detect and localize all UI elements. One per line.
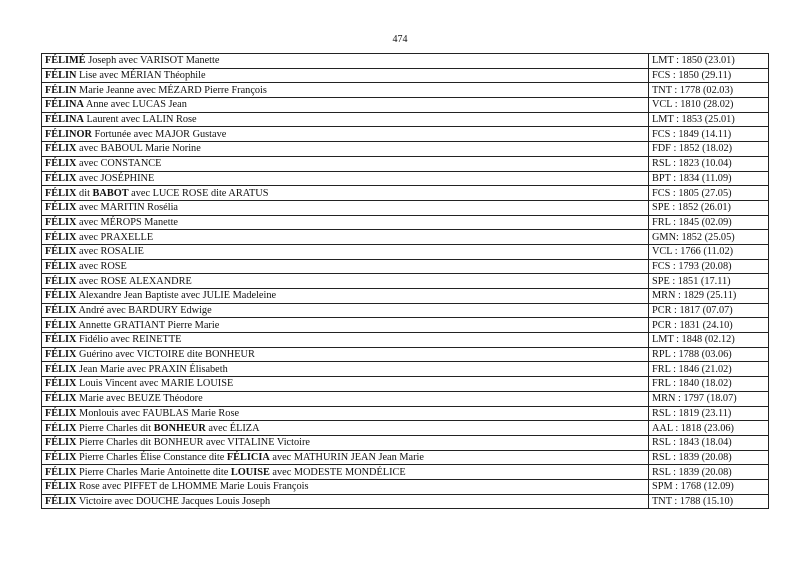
entry-names-cell — [42, 391, 649, 406]
table-row — [42, 391, 769, 406]
bold-surname: FÉLIX — [45, 437, 77, 449]
entry-reference-cell: FCS : 1849 (14.11) — [649, 127, 769, 142]
entry-text: avec MODESTE MONDÉLICE — [269, 466, 406, 478]
bold-surname: FÉLIX — [45, 172, 77, 184]
bold-surname: FÉLIX — [45, 187, 77, 199]
entry-reference-cell: FRL : 1845 (02.09) — [649, 215, 769, 230]
table-row — [42, 333, 769, 348]
bold-surname: FÉLIX — [45, 393, 77, 405]
table-row — [42, 494, 769, 509]
bold-surname: FÉLIX — [45, 407, 77, 419]
entry-text: avec BABOUL Marie Norine — [76, 143, 201, 155]
entry-text: Lise avec MÉRIAN Théophile — [76, 70, 206, 82]
entry-text: Joseph avec VARISOT Manette — [85, 55, 220, 67]
entry-names-cell — [42, 318, 649, 333]
entry-reference-cell: BPT : 1834 (11.09) — [649, 171, 769, 186]
entry-text: Marie Jeanne avec MÉZARD Pierre François — [76, 84, 267, 96]
register-body — [42, 54, 769, 509]
entry-text: Guérino avec VICTOIRE dite BONHEUR — [76, 349, 255, 361]
bold-surname: LOUISE — [230, 466, 270, 478]
entry-text: Fidélio avec REINETTE — [76, 334, 182, 346]
entry-names-cell — [42, 377, 649, 392]
entry-names-cell — [42, 54, 649, 69]
entry-text: Laurent avec LALIN Rose — [83, 114, 197, 126]
entry-names-cell — [42, 68, 649, 83]
table-row — [42, 406, 769, 421]
entry-reference-cell: RSL : 1823 (10.04) — [649, 156, 769, 171]
table-row — [42, 244, 769, 259]
entry-text: avec MATHURIN JEAN Jean Marie — [269, 451, 424, 463]
bold-surname: FÉLIX — [45, 451, 77, 463]
entry-names-cell — [42, 259, 649, 274]
bold-surname: FÉLIX — [45, 349, 77, 361]
entry-names-cell — [42, 215, 649, 230]
entry-names-cell — [42, 362, 649, 377]
bold-surname: FÉLIX — [45, 378, 77, 390]
entry-names-cell — [42, 347, 649, 362]
table-row — [42, 465, 769, 480]
entry-reference-cell: PCR : 1831 (24.10) — [649, 318, 769, 333]
table-row — [42, 171, 769, 186]
entry-text: Alexandre Jean Baptiste avec JULIE Madeleine — [76, 290, 277, 302]
entry-text: André avec BARDURY Edwige — [76, 305, 212, 317]
entry-names-cell — [42, 142, 649, 157]
table-row — [42, 450, 769, 465]
bold-surname: BONHEUR — [153, 422, 206, 434]
bold-surname: FÉLICIA — [226, 451, 270, 463]
entry-text: Rose avec PIFFET de LHOMME Marie Louis François — [76, 481, 309, 493]
entry-text: Victoire avec DOUCHE Jacques Louis Joseph — [76, 495, 271, 507]
table-row — [42, 54, 769, 69]
bold-surname: FÉLIX — [45, 158, 77, 170]
entry-names-cell — [42, 112, 649, 127]
table-row — [42, 68, 769, 83]
bold-surname: FÉLINOR — [45, 128, 92, 140]
entry-text: Anne avec LUCAS Jean — [83, 99, 187, 111]
entry-names-cell — [42, 200, 649, 215]
entry-text: avec MARITIN Rosélia — [76, 202, 178, 214]
entry-reference-cell: FDF : 1852 (18.02) — [649, 142, 769, 157]
entry-text: avec PRAXELLE — [76, 231, 154, 243]
entry-names-cell — [42, 494, 649, 509]
bold-surname: FÉLIX — [45, 334, 77, 346]
entry-text: Pierre Charles dit — [76, 422, 154, 434]
table-row — [42, 230, 769, 245]
table-row — [42, 112, 769, 127]
table-row — [42, 289, 769, 304]
entry-text: Monlouis avec FAUBLAS Marie Rose — [76, 407, 240, 419]
entry-text: avec ROSE ALEXANDRE — [76, 275, 192, 287]
entry-names-cell — [42, 83, 649, 98]
entry-text: avec ÉLIZA — [205, 422, 260, 434]
table-row — [42, 98, 769, 113]
entry-names-cell — [42, 303, 649, 318]
entry-reference-cell: VCL : 1810 (28.02) — [649, 98, 769, 113]
entry-text: avec ROSE — [76, 260, 127, 272]
table-row — [42, 377, 769, 392]
entry-text: Jean Marie avec PRAXIN Élisabeth — [76, 363, 228, 375]
table-row — [42, 186, 769, 201]
bold-surname: FÉLIX — [45, 290, 77, 302]
table-row — [42, 421, 769, 436]
entry-reference-cell: LMT : 1853 (25.01) — [649, 112, 769, 127]
entry-text: Pierre Charles dit BONHEUR avec VITALINE Victoire — [76, 437, 310, 449]
entry-reference-cell: VCL : 1766 (11.02) — [649, 244, 769, 259]
entry-names-cell — [42, 479, 649, 494]
entry-reference-cell: SPE : 1851 (17.11) — [649, 274, 769, 289]
entry-names-cell — [42, 244, 649, 259]
entry-reference-cell: MRN : 1797 (18.07) — [649, 391, 769, 406]
entry-reference-cell: PCR : 1817 (07.07) — [649, 303, 769, 318]
bold-surname: FÉLINA — [45, 99, 84, 111]
bold-surname: FÉLIX — [45, 260, 77, 272]
table-row — [42, 318, 769, 333]
bold-surname: BABOT — [92, 187, 129, 199]
entry-reference-cell: FCS : 1793 (20.08) — [649, 259, 769, 274]
bold-surname: FÉLIN — [45, 70, 77, 82]
table-row — [42, 435, 769, 450]
entry-text: avec LUCE ROSE dite ARATUS — [128, 187, 269, 199]
bold-surname: FÉLIX — [45, 246, 77, 258]
entry-text: Marie avec BEUZE Théodore — [76, 393, 203, 405]
entry-names-cell — [42, 435, 649, 450]
entry-reference-cell: SPE : 1852 (26.01) — [649, 200, 769, 215]
marriage-register-table — [41, 53, 769, 509]
table-row — [42, 347, 769, 362]
entry-reference-cell: SPM : 1768 (12.09) — [649, 479, 769, 494]
entry-text: avec CONSTANCE — [76, 158, 162, 170]
bold-surname: FÉLIMÉ — [45, 55, 86, 67]
entry-text: avec ROSALIE — [76, 246, 144, 258]
entry-names-cell — [42, 171, 649, 186]
bold-surname: FÉLINA — [45, 114, 84, 126]
table-row — [42, 142, 769, 157]
bold-surname: FÉLIX — [45, 143, 77, 155]
bold-surname: FÉLIX — [45, 275, 77, 287]
entry-text: avec MÉROPS Manette — [76, 216, 179, 228]
entry-reference-cell: FRL : 1840 (18.02) — [649, 377, 769, 392]
entry-reference-cell: RSL : 1843 (18.04) — [649, 435, 769, 450]
entry-reference-cell: RSL : 1839 (20.08) — [649, 450, 769, 465]
entry-reference-cell: FCS : 1850 (29.11) — [649, 68, 769, 83]
entry-names-cell — [42, 333, 649, 348]
entry-reference-cell: RSL : 1819 (23.11) — [649, 406, 769, 421]
table-row — [42, 83, 769, 98]
table-row — [42, 259, 769, 274]
entry-names-cell — [42, 421, 649, 436]
entry-text: Fortunée avec MAJOR Gustave — [91, 128, 227, 140]
entry-text: Louis Vincent avec MARIE LOUISE — [76, 378, 234, 390]
entry-reference-cell: FCS : 1805 (27.05) — [649, 186, 769, 201]
entry-reference-cell: TNT : 1788 (15.10) — [649, 494, 769, 509]
entry-names-cell — [42, 289, 649, 304]
entry-text: Annette GRATIANT Pierre Marie — [76, 319, 220, 331]
entry-names-cell — [42, 127, 649, 142]
entry-names-cell — [42, 406, 649, 421]
bold-surname: FÉLIX — [45, 216, 77, 228]
entry-names-cell — [42, 98, 649, 113]
table-row — [42, 215, 769, 230]
entry-names-cell — [42, 465, 649, 480]
page-number: 474 — [392, 34, 408, 45]
bold-surname: FÉLIX — [45, 466, 77, 478]
entry-text: Pierre Charles Marie Antoinette dite — [76, 466, 231, 478]
entry-text: avec JOSÉPHINE — [76, 172, 155, 184]
entry-reference-cell: LMT : 1848 (02.12) — [649, 333, 769, 348]
bold-surname: FÉLIX — [45, 319, 77, 331]
bold-surname: FÉLIX — [45, 495, 77, 507]
entry-text: Pierre Charles Élise Constance dite — [76, 451, 227, 463]
bold-surname: FÉLIX — [45, 231, 77, 243]
entry-names-cell — [42, 230, 649, 245]
bold-surname: FÉLIX — [45, 305, 77, 317]
entry-reference-cell: RSL : 1839 (20.08) — [649, 465, 769, 480]
table-row — [42, 156, 769, 171]
bold-surname: FÉLIX — [45, 363, 77, 375]
bold-surname: FÉLIX — [45, 481, 77, 493]
table-row — [42, 127, 769, 142]
entry-names-cell — [42, 156, 649, 171]
entry-reference-cell: RPL : 1788 (03.06) — [649, 347, 769, 362]
entry-reference-cell: MRN : 1829 (25.11) — [649, 289, 769, 304]
table-row — [42, 200, 769, 215]
table-row — [42, 479, 769, 494]
bold-surname: FÉLIN — [45, 84, 77, 96]
entry-reference-cell: LMT : 1850 (23.01) — [649, 54, 769, 69]
bold-surname: FÉLIX — [45, 202, 77, 214]
table-row — [42, 274, 769, 289]
entry-reference-cell: TNT : 1778 (02.03) — [649, 83, 769, 98]
entry-names-cell — [42, 274, 649, 289]
entry-reference-cell: AAL : 1818 (23.06) — [649, 421, 769, 436]
bold-surname: FÉLIX — [45, 422, 77, 434]
table-row — [42, 303, 769, 318]
entry-reference-cell: GMN: 1852 (25.05) — [649, 230, 769, 245]
entry-text: dit — [76, 187, 93, 199]
entry-names-cell — [42, 186, 649, 201]
entry-reference-cell: FRL : 1846 (21.02) — [649, 362, 769, 377]
table-row — [42, 362, 769, 377]
entry-names-cell — [42, 450, 649, 465]
